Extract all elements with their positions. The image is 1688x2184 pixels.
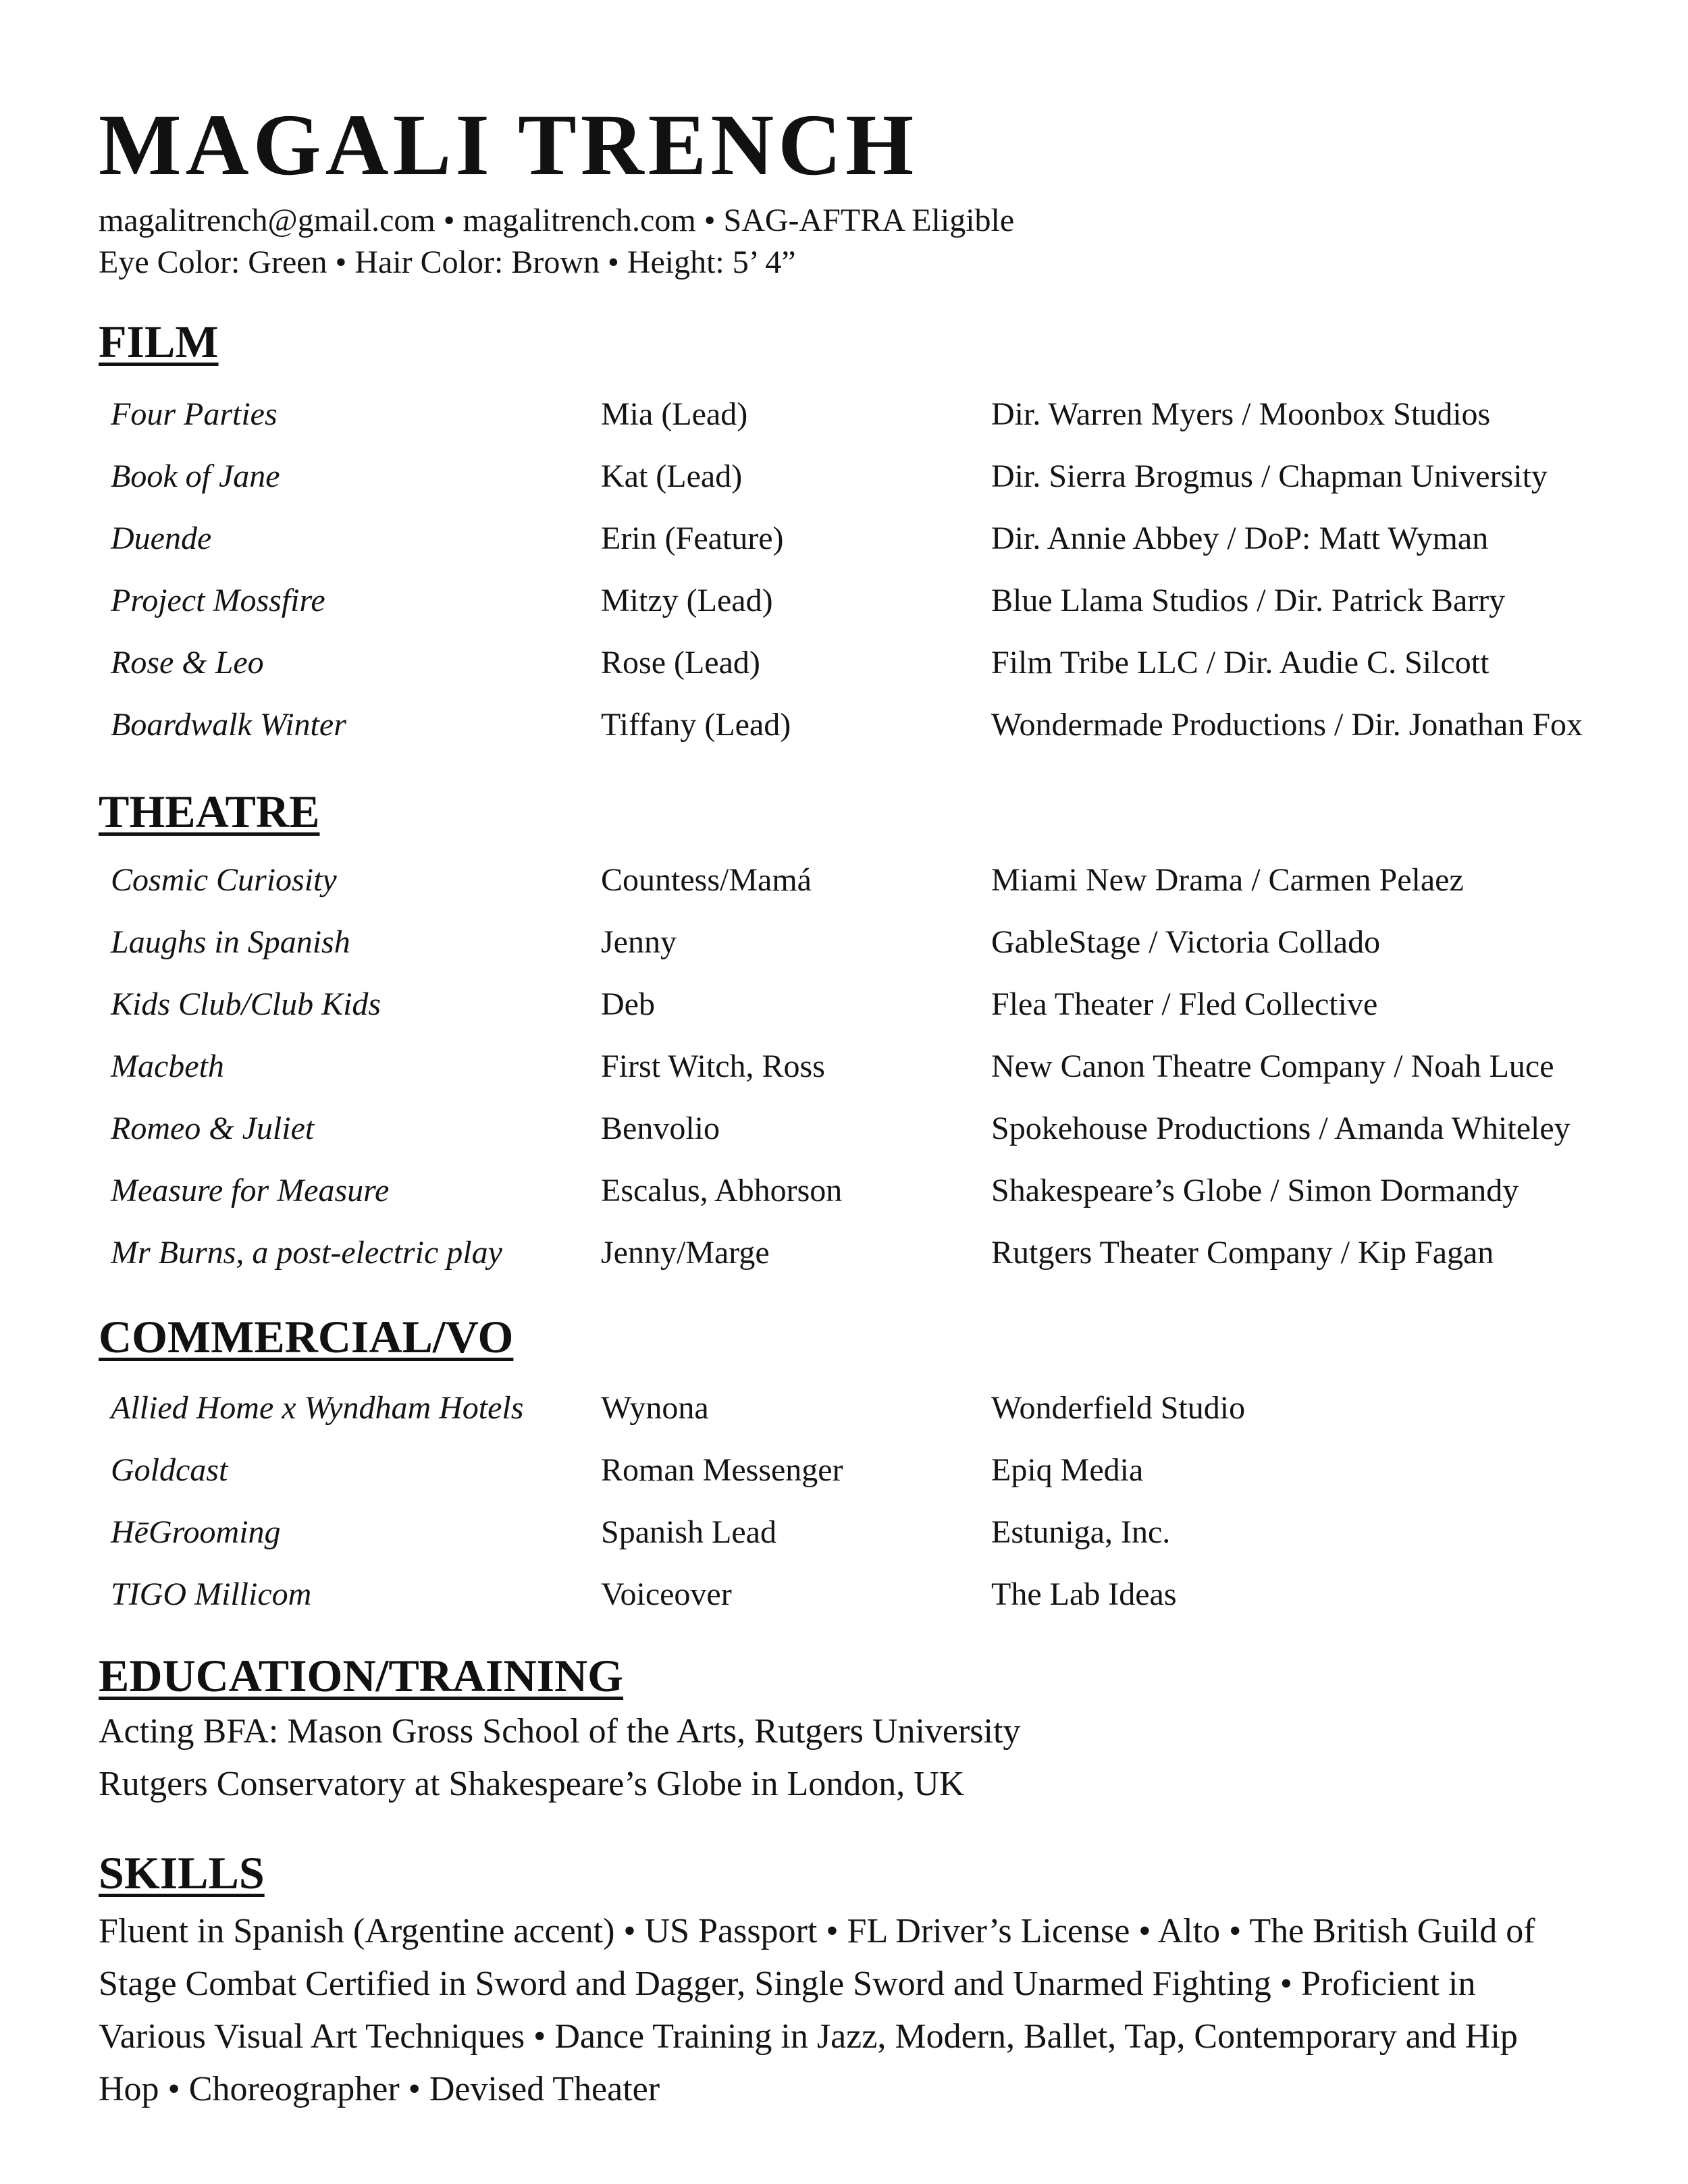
skills-line: Hop • Choreographer • Devised Theater	[99, 2070, 660, 2108]
credit-title: HēGrooming	[111, 1514, 281, 1550]
theatre-credit-row	[111, 1160, 1623, 1222]
credit-title: TIGO Millicom	[111, 1576, 312, 1612]
contact-block	[99, 200, 1014, 284]
credit-role: Voiceover	[601, 1576, 732, 1612]
credit-role: Roman Messenger	[601, 1452, 843, 1488]
film-credits	[111, 383, 1623, 756]
credit-role: Erin (Feature)	[601, 521, 784, 556]
credit-company: Spokehouse Productions / Amanda Whiteley	[991, 1111, 1571, 1146]
credit-company: The Lab Ideas	[991, 1576, 1177, 1612]
credit-role: Kat (Lead)	[601, 458, 743, 494]
skills-block	[99, 1905, 1618, 2116]
education-block	[99, 1705, 1618, 1811]
credit-company: New Canon Theatre Company / Noah Luce	[991, 1048, 1554, 1084]
credit-company: Film Tribe LLC / Dir. Audie C. Silcott	[991, 645, 1489, 681]
theatre-credit-row	[111, 1222, 1623, 1284]
credit-company: Shakespeare’s Globe / Simon Dormandy	[991, 1173, 1519, 1208]
physical-stats-line: Eye Color: Green • Hair Color: Brown • Height: 5’ 4”	[99, 244, 796, 280]
credit-title: Kids Club/Club Kids	[111, 986, 381, 1022]
skills-heading: SKILLS	[99, 1847, 265, 1898]
film-credit-row	[111, 694, 1623, 756]
education-line: Acting BFA: Mason Gross School of the Arts, Rutgers University	[99, 1712, 1021, 1751]
credit-title: Goldcast	[111, 1452, 228, 1488]
credit-company: Blue Llama Studios / Dir. Patrick Barry	[991, 583, 1506, 618]
credit-title: Mr Burns, a post-electric play	[111, 1235, 502, 1271]
theatre-credit-row	[111, 849, 1623, 911]
credit-company: Wondermade Productions / Dir. Jonathan Fox	[991, 707, 1583, 743]
theatre-credit-row	[111, 974, 1623, 1036]
commercial-credits	[111, 1377, 1623, 1626]
film-credit-row	[111, 383, 1623, 446]
theatre-credits	[111, 849, 1623, 1284]
credit-role: Jenny/Marge	[601, 1235, 770, 1271]
commercial-credit-row	[111, 1564, 1623, 1626]
credit-title: Allied Home x Wyndham Hotels	[111, 1390, 524, 1426]
film-credit-row	[111, 570, 1623, 632]
credit-title: Project Mossfire	[111, 583, 325, 618]
skills-line: Stage Combat Certified in Sword and Dagger, Single Sword and Unarmed Fighting • Proficient in	[99, 1965, 1476, 2003]
credit-title: Cosmic Curiosity	[111, 862, 337, 898]
education-heading: EDUCATION/TRAINING	[99, 1650, 624, 1701]
film-credit-row	[111, 446, 1623, 508]
commercial-credit-row	[111, 1439, 1623, 1501]
credit-company: Dir. Annie Abbey / DoP: Matt Wyman	[991, 521, 1489, 556]
credit-role: Mia (Lead)	[601, 396, 748, 432]
credit-role: First Witch, Ross	[601, 1048, 825, 1084]
credit-role: Rose (Lead)	[601, 645, 760, 681]
credit-role: Benvolio	[601, 1111, 720, 1146]
credit-company: Miami New Drama / Carmen Pelaez	[991, 862, 1464, 898]
skills-line: Fluent in Spanish (Argentine accent) • US Passport • FL Driver’s License • Alto • The British Guild of	[99, 1912, 1535, 1950]
credit-role: Mitzy (Lead)	[601, 583, 773, 618]
credit-company: GableStage / Victoria Collado	[991, 924, 1381, 960]
credit-company: Rutgers Theater Company / Kip Fagan	[991, 1235, 1494, 1271]
credit-title: Boardwalk Winter	[111, 707, 346, 743]
credit-company: Estuniga, Inc.	[991, 1514, 1171, 1550]
credit-title: Measure for Measure	[111, 1173, 390, 1208]
commercial-credit-row	[111, 1501, 1623, 1564]
credit-role: Escalus, Abhorson	[601, 1173, 843, 1208]
credit-role: Countess/Mamá	[601, 862, 812, 898]
credit-company: Flea Theater / Fled Collective	[991, 986, 1378, 1022]
theatre-credit-row	[111, 1098, 1623, 1160]
credit-role: Tiffany (Lead)	[601, 707, 791, 743]
education-line: Rutgers Conservatory at Shakespeare’s Globe in London, UK	[99, 1765, 965, 1803]
film-heading: FILM	[99, 316, 219, 367]
credit-company: Dir. Sierra Brogmus / Chapman University	[991, 458, 1548, 494]
skills-line: Various Visual Art Techniques • Dance Training in Jazz, Modern, Ballet, Tap, Contemporary and Hip	[99, 2017, 1518, 2056]
credit-company: Wonderfield Studio	[991, 1390, 1246, 1426]
theatre-heading: THEATRE	[99, 786, 320, 837]
credit-title: Romeo & Juliet	[111, 1111, 315, 1146]
credit-company: Epiq Media	[991, 1452, 1144, 1488]
theatre-credit-row	[111, 1036, 1623, 1098]
commercial-heading: COMMERCIAL/VO	[99, 1311, 514, 1362]
actor-name: MAGALI TRENCH	[99, 97, 918, 194]
contact-line: magalitrench@gmail.com • magalitrench.com • SAG-AFTRA Eligible	[99, 203, 1015, 238]
credit-role: Deb	[601, 986, 655, 1022]
credit-role: Wynona	[601, 1390, 709, 1426]
film-credit-row	[111, 632, 1623, 694]
credit-role: Jenny	[601, 924, 677, 960]
credit-title: Laughs in Spanish	[111, 924, 350, 960]
credit-title: Four Parties	[111, 396, 278, 432]
credit-title: Macbeth	[111, 1048, 224, 1084]
film-credit-row	[111, 508, 1623, 570]
credit-company: Dir. Warren Myers / Moonbox Studios	[991, 396, 1491, 432]
credit-title: Rose & Leo	[111, 645, 264, 681]
credit-title: Duende	[111, 521, 212, 556]
theatre-credit-row	[111, 911, 1623, 974]
credit-role: Spanish Lead	[601, 1514, 776, 1550]
commercial-credit-row	[111, 1377, 1623, 1439]
credit-title: Book of Jane	[111, 458, 280, 494]
